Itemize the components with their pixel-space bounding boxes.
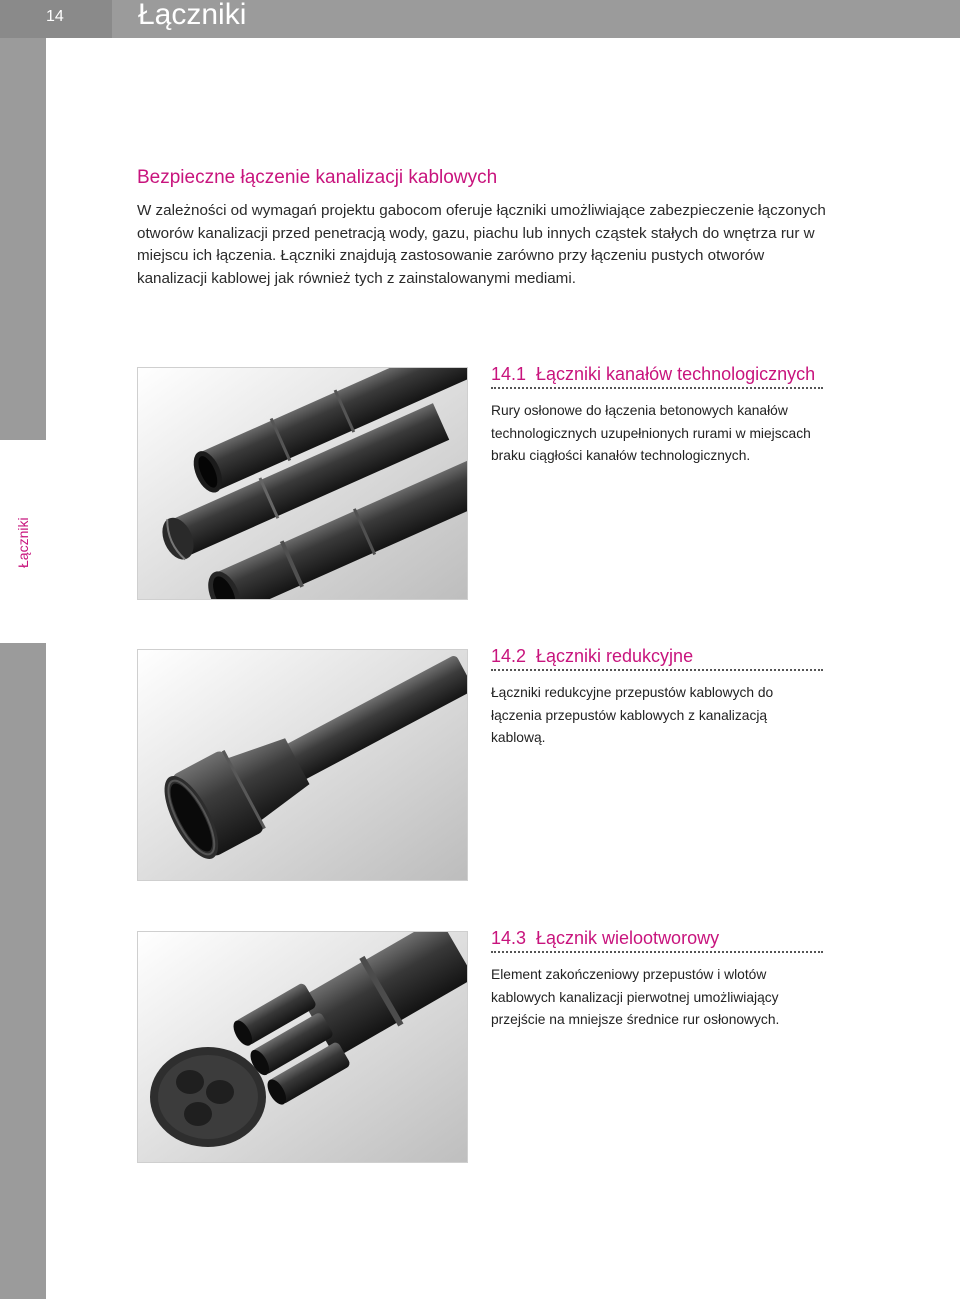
side-tab-label: Łączniki [15,517,31,569]
side-bar-top [0,38,46,440]
page-number: 14 [46,8,64,25]
intro-text: W zależności od wymagań projektu gabocom oferuje łączniki umożliwiające zabezpieczenie łączonych otworów kanalizacji przed penetracją wody, gazu, piachu lub innych cząstek stałych do wnętrza rur w miejscu ich łączenia. Łączniki znajdują zastosowanie zarówno przy łączeniu pustych otworów kanalizacji kablowej jak również tych z zainstalowanymi mediami. [137,202,826,287]
chapter-title: Łączniki [138,0,247,31]
section-number: 14.2 [491,646,527,666]
section-14-2 [491,646,823,750]
section-number: 14.3 [491,928,527,948]
dotted-divider [491,669,823,671]
section-description: Element zakończeniowy przepustów i wlotów kablowych kanalizacji pierwotnej umożliwiający przejście na mniejsze średnice rur osłonowych. [491,967,780,1028]
side-bar-bottom [0,643,46,1299]
section-description: Łączniki redukcyjne przepustów kablowych do łączenia przepustów kablowych z kanalizacją kablową. [491,685,774,746]
section-number: 14.1 [491,364,527,384]
section-title-text: Łączniki kanałów technologicznych [536,364,816,384]
photo-reduction-connector [137,649,468,881]
section-title [491,928,823,949]
dotted-divider [491,951,823,953]
intro-heading: Bezpieczne łączenie kanalizacji kablowych [137,167,498,188]
dotted-divider [491,387,823,389]
section-description: Rury osłonowe do łączenia betonowych kanałów technologicznych uzupełnionych rurami w miejscach braku ciągłości kanałów technologicznych. [491,403,811,464]
section-title [491,646,823,667]
section-title [491,364,823,385]
section-title-text: Łącznik wielootworowy [536,928,720,948]
section-title-text: Łączniki redukcyjne [536,646,694,666]
photo-channel-connectors [137,367,468,600]
section-14-3 [491,928,823,1032]
section-14-1 [491,364,823,468]
photo-multi-hole-connector [137,931,468,1163]
